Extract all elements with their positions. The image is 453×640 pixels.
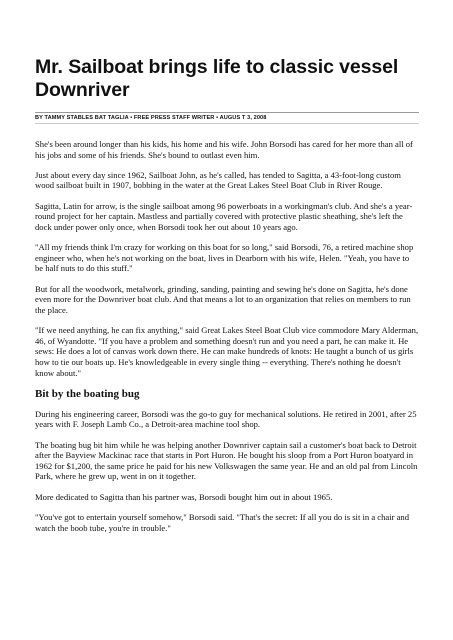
article-body <box>35 139 419 533</box>
section-subhead: Bit by the boating bug <box>35 387 140 400</box>
paragraph: Just about every day since 1962, Sailboat John, as he's called, has tended to Sagitta, a 43-foot-long custom wood sailboat built in 1907, bobbing in the water at the Great Lakes Steel Boat Club in River Rouge. <box>35 169 401 191</box>
paragraph: "If we need anything, he can fix anything," said Great Lakes Steel Boat Club vice commodore Mary Alderman, 46, of Wyandotte. "If you have a problem and something doesn't run and you need a part, he can make it. He sews: He does a lot of canvas work down there. He can make hundreds of knots: He taught a bunch of us girls how to tie our boats up. He's knowledgeable in every single thing -- everything. There's nothing he doesn't know about." <box>35 325 419 378</box>
paragraph: But for all the woodwork, metalwork, grinding, sanding, painting and sewing he's done on Sagitta, he's done even more for the Downriver boat club. And that means a lot to an organization that relies on members to run the place. <box>35 283 411 315</box>
paragraph: During his engineering career, Borsodi was the go-to guy for mechanical solutions. He retired in 2001, after 25 years with F. Joseph Lamb Co., a Detroit-area machine tool shop. <box>35 408 417 430</box>
paragraph: More dedicated to Sagitta than his partner was, Borsodi bought him out in about 1965. <box>35 491 333 502</box>
paragraph: "All my friends think I'm crazy for working on this boat for so long," said Borsodi, 76, a retired machine shop engineer who, when he's not working on the boat, lives in Dearborn with his wife, Helen. "Yeah, you have to be half nuts to do this stuff." <box>35 242 414 274</box>
article <box>35 56 419 543</box>
paragraph: Sagitta, Latin for arrow, is the single sailboat among 96 powerboats in a workingman's club. And she's a year-round project for her captain. Mastless and partially covered with protective plastic sheathing, she's left the dock under power only once, when Borsodi took her out about 10 years ago. <box>35 200 413 232</box>
headline: Mr. Sailboat brings life to classic vessel Downriver <box>35 56 399 101</box>
byline-bar <box>35 112 419 124</box>
paragraph: "You've got to entertain yourself somehow," Borsodi said. "That's the secret: If all you do is sit in a chair and watch the boob tube, you're in trouble." <box>35 512 410 533</box>
paragraph: She's been around longer than his kids, his home and his wife. John Borsodi has cared for her more than all of his jobs and some of his friends. She's bound to outlast even him. <box>35 139 413 160</box>
byline: BY TAMMY STABLES BAT TAGLIA • FREE PRESS STAFF WRITER • AUGUS T 3, 2008 <box>35 115 267 121</box>
paragraph: The boating bug bit him while he was helping another Downriver captain sail a customer's boat back to Detroit after the Bayview Mackinac race that starts in Port Huron. He bought his sloop from a Port Huron boatyard in 1962 for $1,200, the same price he paid for his new Volkswagen the same year. He and an old pal from Lincoln Park, where he grew up, went in on it together. <box>35 439 418 482</box>
